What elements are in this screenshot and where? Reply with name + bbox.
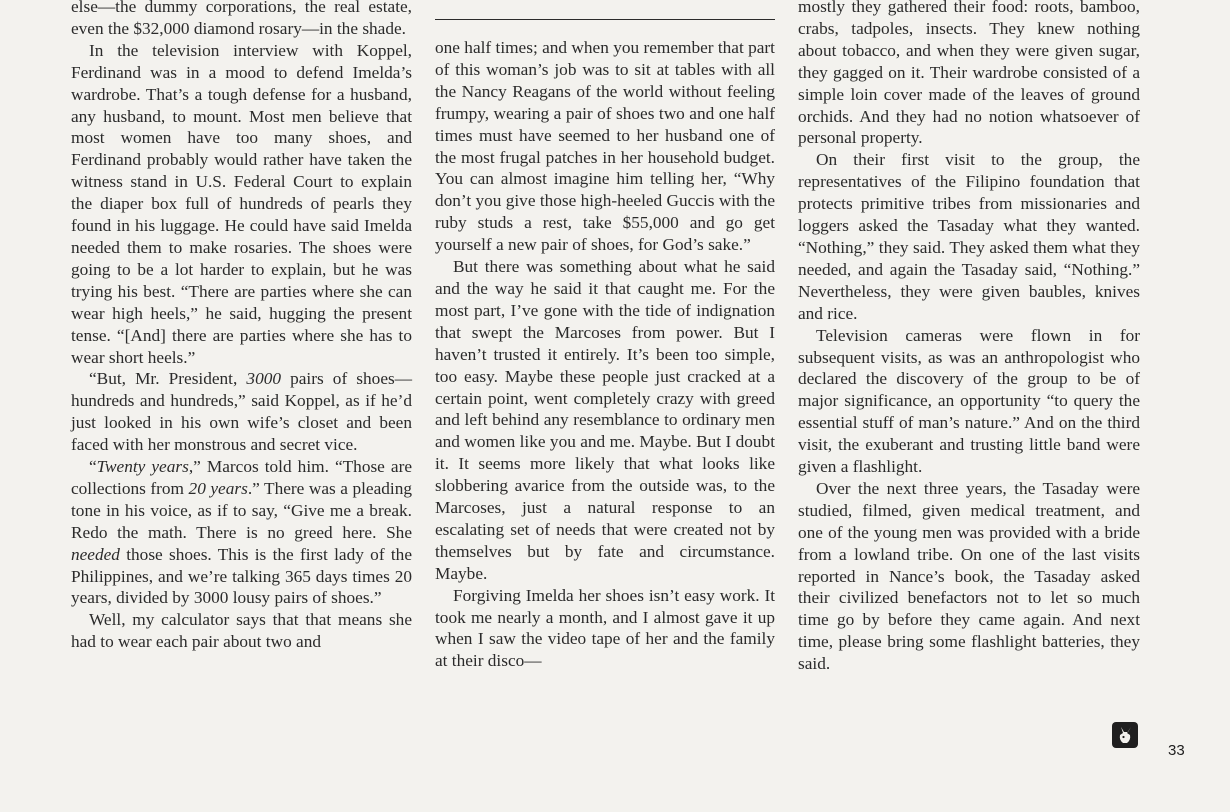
playboy-bunny-icon <box>1112 722 1138 748</box>
paragraph: “Twenty years,” Marcos told him. “Those are collections from 20 years.” There was a pleading tone in his voice, as if to say, “Give me a break. Redo the math. There is no greed here. She needed those shoes. This is the first lady of the Philippines, and we’re talking 365 days times 20 years, divided by 3000 lousy pairs of shoes.” <box>71 457 413 608</box>
paragraph: else—the dummy corporations, the real estate, even the $32,000 diamond rosary—in the shade. <box>71 0 412 38</box>
paragraph: On their first visit to the group, the representatives of the Filipino foundation that protects primitive tribes from missionaries and loggers asked the Tasaday what they wanted. “Nothing,” they said. They asked them what they needed, and again the Tasaday said, “Nothing.” Nevertheless, they were given baubles, knives and rice. <box>798 150 1140 323</box>
page-number: 33 <box>1168 742 1185 759</box>
paragraph: In the television interview with Koppel, Ferdinand was in a mood to defend Imelda’s wardrobe. That’s a tough defense for a husband, any husband, to mount. Most men believe that most women have too many shoes, and Ferdinand probably would rather have taken the witness stand in U.S. Federal Court to explain the diaper box full of hundreds of pearls they found in his luggage. He could have said Imelda needed them to make rosaries. The shoes were going to be a lot harder to explain, but he was trying his best. “There are parties where she can wear high heels,” he said, hugging the present tense. “[And] there are parties where she has to wear short heels.” <box>71 40 412 367</box>
paragraph: mostly they gathered their food: roots, bamboo, crabs, tadpoles, insects. They knew nothing about tobacco, and when they were given sugar, they gagged on it. Their wardrobe consisted of a simple loin cover made of the leaves of ground orchids. And they had no notion whatsoever of personal property. <box>798 0 1140 148</box>
column-3 <box>798 0 1140 675</box>
column-1 <box>71 0 412 653</box>
column-2 <box>435 37 775 672</box>
paragraph: “But, Mr. President, 3000 pairs of shoes—hundreds and hundreds,” said Koppel, as if he’d just looked in his own wife’s closet and been faced with her monstrous and secret vice. <box>71 369 412 455</box>
paragraph: Over the next three years, the Tasaday were studied, filmed, given medical treatment, and one of the young men was provided with a bride from a lowland tribe. On one of the last visits reported in Nance’s book, the Tasaday asked their civilized benefactors not to let so much time go by before they came again. And next time, please bring some flashlight batteries, they said. <box>798 478 1140 674</box>
column-divider-rule <box>435 19 775 20</box>
paragraph: Television cameras were flown in for subsequent visits, as was an anthropologist who declared the discovery of the group to be of major significance, an opportunity “to query the essential stuff of man’s nature.” And on the third visit, the exuberant and trusting little band were given a flashlight. <box>798 325 1140 477</box>
paragraph: Forgiving Imelda her shoes isn’t easy work. It took me nearly a month, and I almost gave it up when I saw the video tape of her and the family at their disco— <box>435 585 775 671</box>
paragraph: Well, my calculator says that that means she had to wear each pair about two and <box>71 610 412 652</box>
paragraph: But there was something about what he said and the way he said it that caught me. For the most part, I’ve gone with the tide of indignation that swept the Marcoses from power. But I haven’t trusted it entirely. It’s been too simple, too easy. Maybe these people just cracked at a certain point, went completely crazy with greed and left behind any resemblance to ordinary men and women like you and me. Maybe. But I doubt it. It seems more likely that what looks like slobbering avarice from the outside was, to the Marcoses, just a natural response to an escalating set of needs that were created not by themselves but by fate and circumstance. Maybe. <box>435 257 775 583</box>
paragraph: one half times; and when you remember that part of this woman’s job was to sit at tables with all the Nancy Reagans of the world without feeling frumpy, wearing a pair of shoes two and one half times must have seemed to her husband one of the most frugal patches in her household budget. You can almost imagine him telling her, “Why don’t you give those high-heeled Guccis with the ruby studs a rest, take $55,000 and go get yourself a new pair of shoes, for God’s sake.” <box>435 38 775 255</box>
